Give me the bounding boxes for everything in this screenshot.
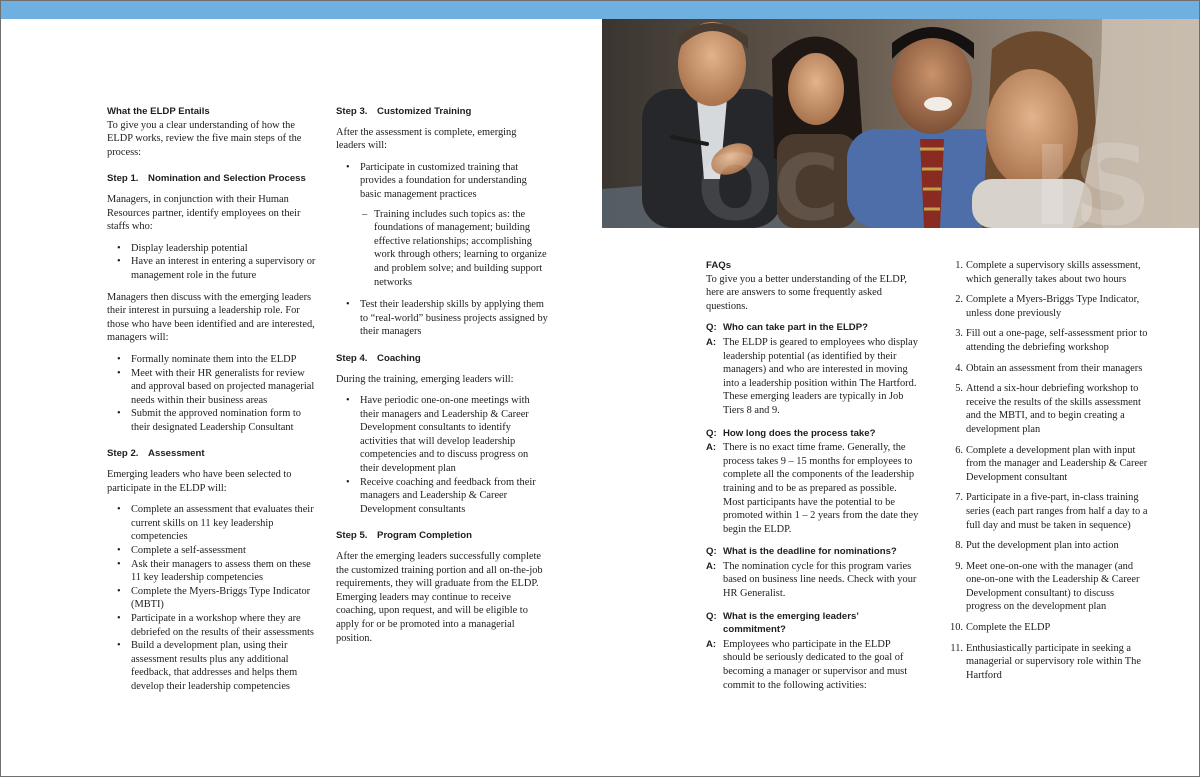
- list-item: • Participate in customized training that provides a foundation for understanding basic management practices: [336, 161, 548, 202]
- faq-answer: The nomination cycle for this program varies based on business line needs. Check with your HR Generalist.: [723, 560, 917, 600]
- left-column-2: [336, 105, 548, 653]
- list-item: – Training includes such topics as: the foundations of management; building effective relationships; accomplishing work through others; learning to organize and problem solve; and building support networks: [336, 208, 548, 290]
- faq-question: What is the deadline for nominations?: [723, 546, 897, 558]
- list-item: [949, 539, 1149, 553]
- step3-list-1: [336, 161, 548, 202]
- right-column-2: [949, 259, 1149, 689]
- faq-question: How long does the process take?: [723, 427, 876, 439]
- list-item: • Display leadership potential: [107, 242, 319, 256]
- list-item: • Have periodic one-on-one meetings with their managers and Leadership & Career Development consultants to identify activities that will develop leadership competencies and to discuss progress on their development plan: [336, 394, 548, 476]
- list-item: • Meet with their HR generalists for review and approval based on projected managerial needs within their business areas: [107, 367, 319, 408]
- list-item: • Complete an assessment that evaluates their current skills on 11 key leadership competencies: [107, 503, 319, 544]
- list-item: • Ask their managers to assess them on these 11 key leadership competencies: [107, 558, 319, 585]
- list-item: [949, 382, 1149, 436]
- step1-list-1: [107, 242, 319, 283]
- top-accent-bar: [1, 1, 1199, 19]
- list-item: • Complete the Myers-Briggs Type Indicator (MBTI): [107, 585, 319, 612]
- item-text: Obtain an assessment from their managers: [966, 362, 1143, 374]
- left-column-1: [107, 105, 319, 702]
- item-number: 7.: [955, 492, 963, 504]
- a-label: A:: [706, 442, 717, 454]
- right-column-1: [706, 259, 920, 701]
- faq-item: [706, 427, 920, 537]
- q-label: Q:: [706, 322, 717, 334]
- item-text: Complete a supervisory skills assessment, which generally takes about two hours: [966, 260, 1141, 285]
- faq-item: [706, 610, 920, 693]
- item-text: Put the development plan into action: [966, 540, 1119, 552]
- item-text: Complete the ELDP: [966, 622, 1051, 634]
- step3-heading: Step 3. Customized Training: [336, 106, 472, 117]
- list-item: • Formally nominate them into the ELDP: [107, 353, 319, 367]
- list-item: [949, 560, 1149, 614]
- list-item: [949, 642, 1149, 683]
- step1-heading: Step 1. Nomination and Selection Process: [107, 173, 306, 185]
- section-title: What the ELDP Entails: [107, 106, 210, 117]
- item-text: Meet one-on-one with the manager (and one-on-one with the Leadership & Career Development consultant) to discuss progress on the development plan: [966, 560, 1140, 613]
- step1-text-2: Managers then discuss with the emerging leaders their interest in pursuing a leadership role. For those who have been identified and are interested, managers will:: [107, 291, 315, 344]
- step5-text: After the emerging leaders successfully complete the customized training portion and all on-the-job requirements, they will graduate from the ELDP. Emerging leaders may continue to receive coaching, upon request, and will be eligible to apply for or be promoted into a managerial position.: [336, 551, 543, 644]
- step4-heading: Step 4. Coaching: [336, 352, 421, 364]
- list-item: [949, 621, 1149, 635]
- item-text: Enthusiastically participate in seeking a managerial or supervisory role within The Hartford: [966, 642, 1141, 681]
- faq-item: [706, 321, 920, 417]
- list-item: [949, 444, 1149, 485]
- step4-list: [336, 394, 548, 516]
- faq-intro: To give you a better understanding of the ELDP, here are answers to some frequently asked questions.: [706, 273, 907, 312]
- item-number: 11.: [950, 642, 963, 654]
- meeting-photo: [602, 19, 1199, 228]
- faq-answer: There is no exact time frame. Generally, the process takes 9 – 15 months for employees to complete all the components of the leadership training and to be as prepared as possible. Most participants have the potential to be promoted within 1 – 2 years from the date they begin the ELDP.: [723, 442, 919, 535]
- step2-list: [107, 503, 319, 693]
- list-item: [949, 259, 1149, 286]
- list-item: [949, 327, 1149, 354]
- item-number: 8.: [955, 540, 963, 552]
- list-item: • Participate in a workshop where they are debriefed on the results of their assessments: [107, 612, 319, 639]
- step4-text: During the training, emerging leaders will:: [336, 373, 514, 385]
- list-item: • Complete a self-assessment: [107, 544, 319, 558]
- meeting-photo-illustration: [602, 19, 1199, 228]
- item-text: Complete a development plan with input from the manager and Leadership & Career Development consultant: [966, 444, 1148, 483]
- list-item: • Have an interest in entering a supervisory or management role in the future: [107, 255, 319, 282]
- item-number: 3.: [955, 328, 963, 340]
- step2-heading: Step 2. Assessment: [107, 448, 205, 460]
- faq-item: [706, 545, 920, 600]
- item-number: 1.: [955, 260, 963, 271]
- faq-question: Who can take part in the ELDP?: [723, 322, 868, 334]
- item-number: 2.: [955, 294, 963, 306]
- item-number: 6.: [955, 444, 963, 456]
- q-label: Q:: [706, 546, 717, 558]
- faq-answer: Employees who participate in the ELDP should be seriously dedicated to the goal of becoming a manager or supervisor and must commit to the following activities:: [723, 638, 908, 691]
- intro-text: To give you a clear understanding of how the ELDP works, review the five main steps of the process:: [107, 119, 302, 158]
- list-item: [949, 362, 1149, 376]
- list-item: • Test their leadership skills by applying them to “real-world” business projects assigned by their managers: [336, 298, 548, 339]
- q-label: Q:: [706, 427, 717, 439]
- step3-text: After the assessment is complete, emerging leaders will:: [336, 126, 517, 152]
- list-item: [949, 491, 1149, 532]
- faq-question: What is the emerging leaders’ commitment?: [723, 610, 859, 636]
- list-item: • Build a development plan, using their assessment results plus any additional feedback, that addresses and helps them develop their leadership competencies: [107, 639, 319, 693]
- step5-heading: Step 5. Program Completion: [336, 530, 472, 542]
- item-text: Attend a six-hour debriefing workshop to receive the results of the skills assessment and the MBTI, and to begin creating a development plan: [966, 383, 1141, 435]
- step3-sublist: [336, 208, 548, 290]
- a-label: A:: [706, 638, 717, 650]
- item-number: 5.: [955, 383, 963, 395]
- a-label: A:: [706, 336, 717, 348]
- list-item: [949, 293, 1149, 320]
- a-label: A:: [706, 560, 717, 572]
- list-item: • Submit the approved nomination form to their designated Leadership Consultant: [107, 407, 319, 434]
- step2-text: Emerging leaders who have been selected to participate in the ELDP will:: [107, 469, 292, 494]
- svg-text:OC: OC: [697, 136, 840, 228]
- item-number: 4.: [955, 362, 963, 374]
- step1-text-1: Managers, in conjunction with their Human Resources partner, identify employees on their staffs who:: [107, 193, 301, 233]
- item-number: 10.: [950, 622, 963, 634]
- commitment-activities-list: [949, 259, 1149, 682]
- svg-text:IS: IS: [1032, 122, 1153, 228]
- item-text: Fill out a one-page, self-assessment prior to attending the debriefing workshop: [966, 328, 1148, 353]
- faq-title: FAQs: [706, 260, 732, 271]
- step3-list-2: [336, 298, 548, 339]
- item-number: 9.: [955, 560, 963, 572]
- item-text: Complete a Myers-Briggs Type Indicator, unless done previously: [966, 294, 1140, 319]
- q-label: Q:: [706, 610, 717, 622]
- step1-list-2: [107, 353, 319, 435]
- faq-answer: The ELDP is geared to employees who display leadership potential (as identified by their managers) and who are interested in moving into a leadership position within The Hartford. These emerging leaders are typically in Job Tiers 8 and 9.: [723, 336, 918, 416]
- item-text: Participate in a five-part, in-class training series (each part ranges from half a day to a full day and must be taken in sequence): [966, 492, 1148, 531]
- list-item: • Receive coaching and feedback from their managers and Leadership & Career Development consultants: [336, 476, 548, 517]
